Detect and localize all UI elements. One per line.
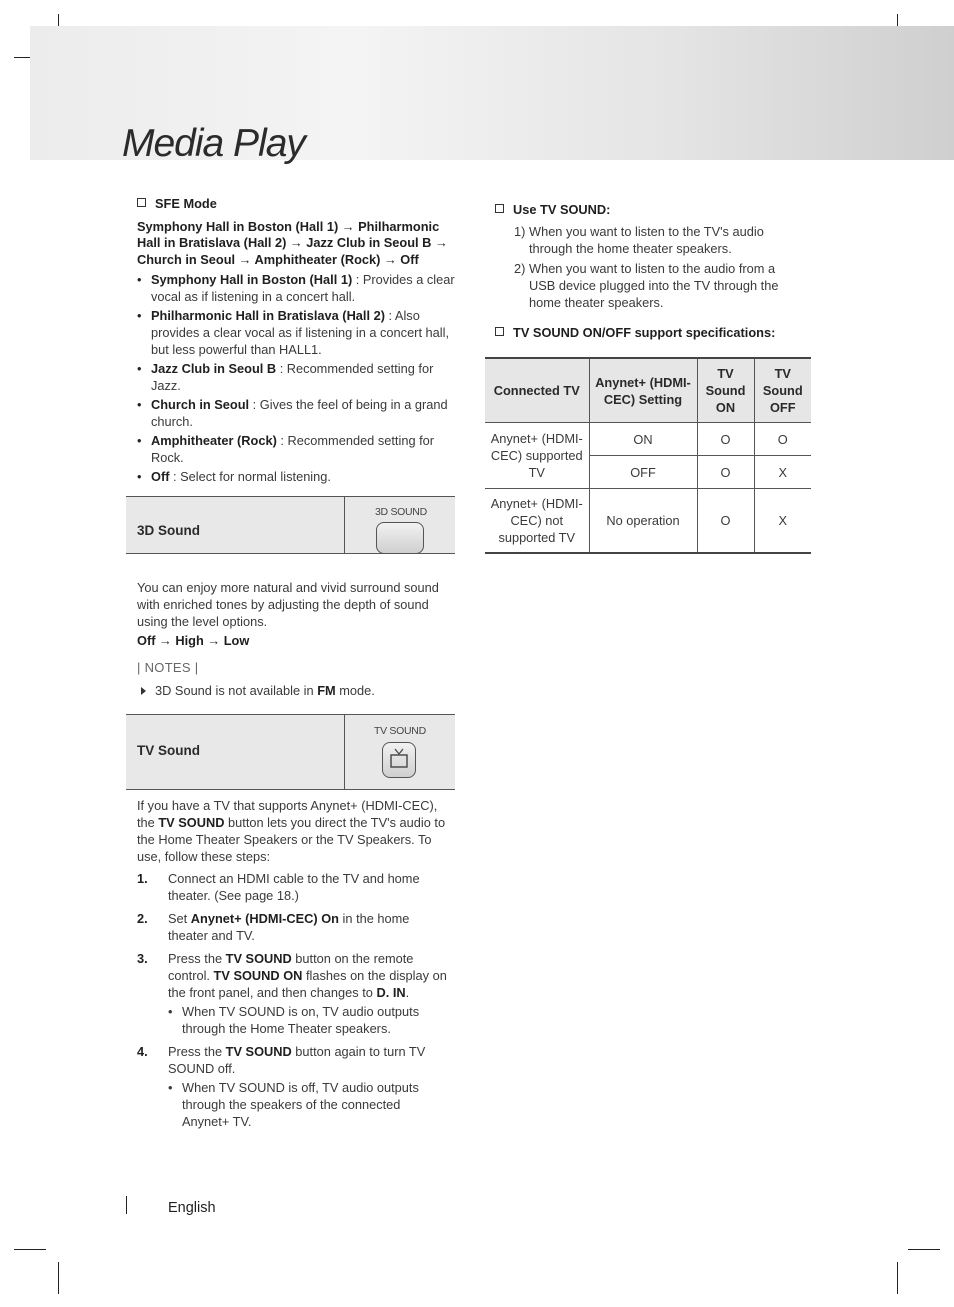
step-text: in the home theater and TV.	[168, 911, 410, 943]
step-bold: D. IN	[376, 985, 406, 1000]
col-header: Anynet+ (HDMI-CEC) Setting	[589, 358, 697, 423]
crop-mark	[908, 1249, 940, 1250]
step-text: .	[405, 985, 410, 1000]
crop-mark	[58, 1262, 59, 1294]
table-cell: O	[697, 456, 754, 489]
note-item	[141, 682, 375, 699]
tv-sound-steps	[137, 870, 447, 1136]
col-header: TV Sound ON	[697, 358, 754, 423]
use-item	[514, 260, 799, 311]
table-cell: X	[754, 489, 811, 554]
step-sub-bullet: • When TV SOUND is on, TV audio outputs through the Home Theater speakers.	[168, 1003, 447, 1037]
tv-icon	[383, 743, 415, 777]
step-text: Connect an HDMI cable to the TV and home theater. (See page 18.)	[168, 871, 420, 903]
tv-sound-box	[126, 714, 455, 790]
checkbox-square-icon	[137, 198, 146, 207]
step-number: 4.	[137, 1044, 148, 1059]
step-text: button again to turn TV SOUND off.	[168, 1044, 426, 1076]
list-item	[137, 307, 459, 358]
3d-sound-levels: Off → High → Low	[137, 633, 250, 648]
step-item	[137, 910, 447, 944]
sfe-sequence-line: Church in Seoul → Amphitheater (Rock) → Off	[137, 252, 419, 267]
3d-sound-description-line: You can enjoy more natural and vivid surround sound	[137, 580, 439, 595]
3d-sound-button-caption: 3D SOUND	[375, 506, 427, 518]
table-cell: No operation	[589, 489, 697, 554]
step-text: flashes on the display on the front panel, and then changes to	[168, 968, 447, 1000]
3d-sound-description-line: with enriched tones by adjusting the depth of sound	[137, 597, 429, 612]
note-text: mode.	[335, 683, 375, 698]
table-cell: Anynet+ (HDMI-CEC) not supported TV	[485, 489, 589, 554]
crop-mark	[14, 1249, 46, 1250]
intro-bold: TV SOUND	[158, 815, 225, 830]
table-header-row	[485, 358, 811, 423]
use-item-text: When you want to listen to the audio from a USB device plugged into the TV through the home theater speakers.	[529, 261, 779, 310]
notes-heading: | NOTES |	[137, 660, 199, 675]
table-cell: O	[697, 423, 754, 456]
list-item	[137, 360, 459, 394]
checkbox-square-icon	[495, 204, 504, 213]
intro-text: button lets you direct the TV's audio to the Home Theater Speakers or the TV Speakers. To use, follow these steps:	[137, 815, 446, 864]
intro-text: If you have a TV that supports Anynet+ (HDMI-CEC), the	[137, 798, 438, 830]
col-header: TV Sound OFF	[754, 358, 811, 423]
page-title: Media Play	[122, 122, 305, 165]
step-text: Press the	[168, 951, 226, 966]
step-item	[137, 870, 447, 904]
spec-heading-text: TV SOUND ON/OFF support specifications:	[513, 325, 776, 340]
step-bold: TV SOUND ON	[213, 968, 303, 983]
spec-table	[485, 357, 811, 554]
mode-term: Off	[151, 469, 170, 484]
step-number: 2.	[137, 911, 148, 926]
use-item	[514, 223, 799, 257]
mode-desc: : Also provides a clear vocal as if listening in a concert hall, but less powerful than HALL1.	[151, 308, 450, 357]
mode-desc: : Provides a clear vocal as if listening in a concert hall.	[151, 272, 455, 304]
step-text: Set	[168, 911, 191, 926]
step-item	[137, 1043, 447, 1130]
mode-desc: : Select for normal listening.	[169, 469, 331, 484]
list-item	[137, 468, 459, 485]
step-bold: TV SOUND	[225, 951, 292, 966]
table-cell: X	[754, 456, 811, 489]
mode-term: Symphony Hall in Boston (Hall 1)	[151, 272, 353, 287]
list-item	[137, 396, 459, 430]
checkbox-square-icon	[495, 327, 504, 336]
note-bold: FM	[317, 683, 336, 698]
mode-term: Amphitheater (Rock)	[151, 433, 277, 448]
crop-mark	[897, 1262, 898, 1294]
divider	[344, 715, 345, 789]
3d-sound-box	[126, 496, 455, 554]
step-bold: Anynet+ (HDMI-CEC) On	[190, 911, 339, 926]
table-row	[485, 489, 811, 554]
mode-desc: : Recommended setting for Jazz.	[151, 361, 434, 393]
spec-heading	[495, 324, 775, 341]
sfe-sequence-line: Hall in Bratislava (Hall 2) → Jazz Club in Seoul B →	[137, 235, 448, 250]
step-bold: TV SOUND	[225, 1044, 292, 1059]
sfe-mode-list	[137, 271, 459, 487]
table-cell: Anynet+ (HDMI-CEC) supported TV	[485, 423, 589, 489]
3d-sound-button-icon	[376, 522, 424, 554]
mode-desc: : Gives the feel of being in a grand church.	[151, 397, 448, 429]
footer-language: English	[168, 1200, 216, 1216]
triangle-bullet-icon	[141, 687, 146, 695]
3d-sound-label: 3D Sound	[137, 523, 200, 538]
note-text: 3D Sound is not available in	[155, 683, 318, 698]
mode-desc: : Recommended setting for Rock.	[151, 433, 435, 465]
sfe-heading-text: SFE Mode	[155, 196, 217, 211]
list-item	[137, 271, 459, 305]
tv-sound-label: TV Sound	[137, 743, 200, 758]
mode-term: Philharmonic Hall in Bratislava (Hall 2)	[151, 308, 385, 323]
table-cell: ON	[589, 423, 697, 456]
col-header: Connected TV	[485, 358, 589, 423]
use-tv-sound-heading-text: Use TV SOUND:	[513, 202, 611, 217]
step-sub-bullet: • When TV SOUND is off, TV audio outputs through the speakers of the connected Anynet+ TV.	[168, 1079, 447, 1130]
use-item-text: When you want to listen to the TV's audio through the home theater speakers.	[529, 224, 764, 256]
step-text: button on the remote control.	[168, 951, 414, 983]
step-item	[137, 950, 447, 1037]
use-item-number: 1)	[514, 224, 526, 239]
3d-sound-description-line: using the level options.	[137, 614, 268, 629]
divider	[344, 497, 345, 553]
table-row	[485, 423, 811, 456]
step-number: 1.	[137, 871, 148, 886]
use-tv-sound-heading	[495, 201, 610, 218]
mode-term: Church in Seoul	[151, 397, 250, 412]
sfe-sequence-line: Symphony Hall in Boston (Hall 1) → Philharmonic	[137, 219, 440, 234]
table-cell: O	[754, 423, 811, 456]
table-cell: O	[697, 489, 754, 554]
tv-sound-button-icon	[382, 742, 416, 778]
step-text: Press the	[168, 1044, 226, 1059]
footer-divider	[126, 1196, 127, 1214]
use-item-number: 2)	[514, 261, 526, 276]
mode-term: Jazz Club in Seoul B	[151, 361, 277, 376]
list-item	[137, 432, 459, 466]
tv-sound-button-caption: TV SOUND	[374, 725, 426, 737]
sfe-heading	[137, 195, 217, 212]
tv-sound-intro	[137, 797, 447, 865]
table-cell: OFF	[589, 456, 697, 489]
step-number: 3.	[137, 951, 148, 966]
